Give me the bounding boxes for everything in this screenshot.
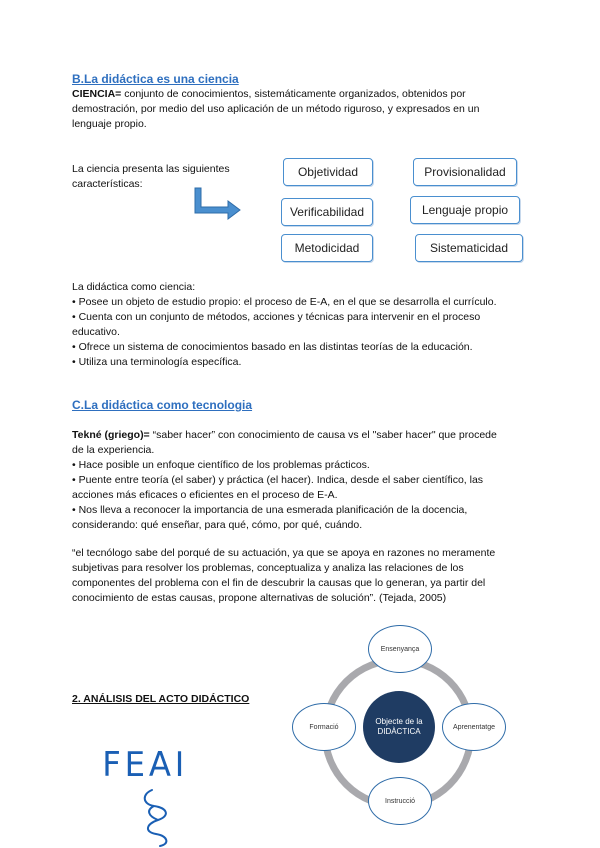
definition-line: demostración, por medio del uso aplicación de un método riguroso, y expresados en un [72,103,480,115]
science-definition [72,87,527,132]
section-2-heading: 2. ANÁLISIS DEL ACTO DIDÁCTICO [72,693,250,705]
tekne-section [72,428,527,533]
didactics-as-science [72,280,527,370]
diagram-center-node: Objecte de la DIDÀCTICA [363,691,435,763]
didactic-cycle-diagram [290,625,505,848]
tekne-line: acciones más eficaces o eficientes en el proceso de E-A. [72,489,338,501]
tekne-line: • Nos lleva a reconocer la importancia de una esmerada planificación de la docencia, [72,504,468,516]
bullet-line: • Cuenta con un conjunto de métodos, acciones y técnicas para intervenir en el proceso [72,311,481,323]
characteristic-metodicidad: Metodicidad [281,234,373,262]
definition-line: lenguaje propio. [72,118,147,130]
characteristics-intro-line: características: [72,178,143,190]
diagram-node-aprenentatge: Aprenentatge [442,703,506,751]
handwritten-scribble-icon [138,786,176,848]
diagram-node-instruccio: Instrucció [368,777,432,825]
as-science-intro: La didáctica como ciencia: [72,281,196,293]
quote-line: “el tecnólogo sabe del porqué de su actuación, ya que se apoya en razones no meramente [72,547,496,559]
quote-line: subjetivas para resolver los problemas, conceptualiza y analiza las relaciones de los [72,562,464,574]
bent-arrow-icon [192,186,244,220]
bullet-line: • Posee un objeto de estudio propio: el proceso de E-A, en el que se desarrolla el currículo. [72,296,497,308]
section-c-heading: C.La didáctica como tecnologia [72,398,253,412]
diagram-node-formacio: Formació [292,703,356,751]
quote-line: conocimiento de estas causas, propone alternativas de solución”. (Tejada, 2005) [72,592,447,604]
tekne-line: • Puente entre teoría (el saber) y práctica (el hacer). Indica, desde el saber científico, las [72,474,484,486]
tekne-term: Tekné (griego)= [72,429,150,441]
characteristics-intro-line: La ciencia presenta las siguientes [72,163,230,175]
tejada-quote [72,546,527,606]
bullet-line: educativo. [72,326,120,338]
definition-line: conjunto de conocimientos, sistemáticamente organizados, obtenidos por [121,88,466,100]
characteristic-verificabilidad: Verificabilidad [281,198,373,226]
handwritten-note: FEAI [102,745,189,785]
diagram-node-ensenyanca: Ensenyança [368,625,432,673]
quote-line: componentes del problema con el fin de descubrir la causas que lo generan, ya partir del [72,577,486,589]
tekne-line: • Hace posible un enfoque científico de los problemas prácticos. [72,459,370,471]
definition-term: CIENCIA= [72,88,122,100]
tekne-line: de la experiencia. [72,444,155,456]
characteristic-provisionalidad: Provisionalidad [413,158,517,186]
characteristic-lenguaje-propio: Lenguaje propio [410,196,520,224]
section-b-heading: B.La didáctica es una ciencia [72,72,239,86]
bullet-line: • Utiliza una terminología específica. [72,356,242,368]
characteristic-sistematicidad: Sistematicidad [415,234,523,262]
tekne-line: considerando: qué enseñar, para qué, cómo, por qué, cuándo. [72,519,363,531]
tekne-line: “saber hacer” con conocimiento de causa vs el "saber hacer" que procede [149,429,497,441]
characteristic-objetividad: Objetividad [283,158,373,186]
bullet-line: • Ofrece un sistema de conocimientos basado en las distintas teorías de la educación. [72,341,473,353]
